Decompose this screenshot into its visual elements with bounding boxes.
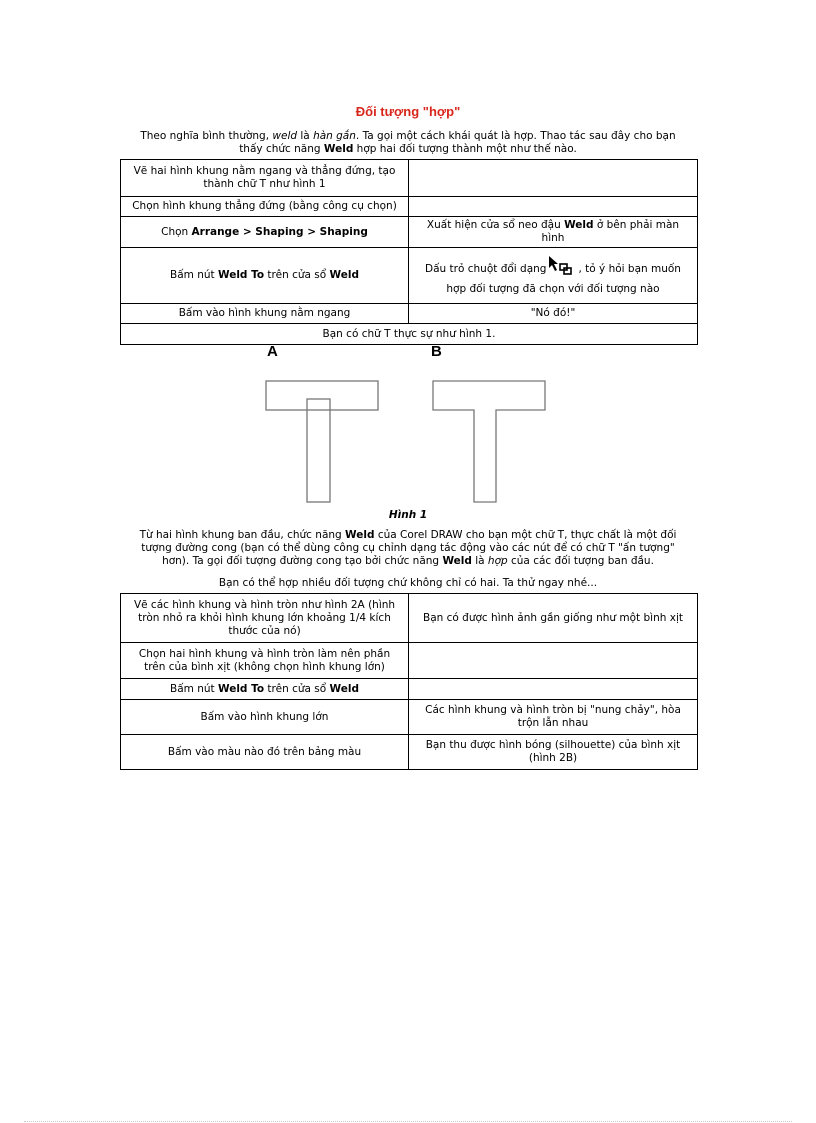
step-cell: Vẽ các hình khung và hình tròn như hình 2A (hình tròn nhỏ ra khỏi hình khung lớn khoảng 1/4 kích thước của nó) [121, 594, 409, 643]
result-cell: Các hình khung và hình tròn bị "nung chảy", hòa trộn lẫn nhau [409, 700, 698, 735]
shape-b-welded-t [433, 381, 545, 502]
result-cell: Bạn thu được hình bóng (silhouette) của bình xịt (hình 2B) [409, 735, 698, 770]
spray-bottle-steps-table [120, 593, 698, 770]
table-row [121, 679, 698, 700]
table-row [121, 700, 698, 735]
weld-explanation-paragraph: Từ hai hình khung ban đầu, chức năng Weld của Corel DRAW cho bạn một chữ T, thực chất là một đối tượng đường cong (bạn có thể dùng công cụ chỉnh dạng tác động vào các nút để có chữ T "ấn tượng" hơn). Ta gọi đối tượng đường cong tạo bởi chức năng Weld là hợp của các đối tượng ban đầu. [139, 529, 677, 567]
step-cell: Bấm nút Weld To trên cửa sổ Weld [121, 679, 409, 700]
step-cell: Bấm vào hình khung lớn [121, 700, 409, 735]
figure-1-illustration [255, 338, 555, 510]
table-row [121, 643, 698, 679]
table-row [121, 197, 698, 217]
result-cell [409, 643, 698, 679]
result-cell: "Nó đó!" [409, 304, 698, 324]
shape-a-overlapping-rectangles [266, 381, 378, 502]
table-row [121, 160, 698, 197]
intro-paragraph: Theo nghĩa bình thường, weld là hàn gắn. Ta gọi một cách khái quát là hợp. Thao tác sau đây cho bạn thấy chức năng Weld hợp hai đối tượng thành một như thế nào. [140, 130, 676, 155]
step-cell: Vẽ hai hình khung nằm ngang và thẳng đứng, tạo thành chữ T như hình 1 [121, 160, 409, 197]
table-row [121, 217, 698, 248]
weld-steps-table [120, 159, 698, 345]
figure-caption: Hình 1 [388, 509, 428, 521]
table-row [121, 304, 698, 324]
step-cell: Bấm nút Weld To trên cửa sổ Weld [121, 248, 409, 304]
result-cell: Xuất hiện cửa sổ neo đậu Weld ở bên phải màn hình [409, 217, 698, 248]
multi-weld-paragraph: Bạn có thể hợp nhiều đối tượng chứ không chỉ có hai. Ta thử ngay nhé... [218, 577, 598, 589]
step-cell: Chọn hai hình khung và hình tròn làm nên phần trên của bình xịt (không chọn hình khung lớn) [121, 643, 409, 679]
figure-label-b: B [431, 343, 442, 360]
weld-cursor-icon [548, 255, 576, 283]
step-cell: Bấm vào màu nào đó trên bảng màu [121, 735, 409, 770]
figure-label-a: A [267, 343, 278, 360]
result-cell: Bạn có được hình ảnh gần giống như một bình xịt [409, 594, 698, 643]
step-cell: Chọn Arrange > Shaping > Shaping [121, 217, 409, 248]
step-cell: Chọn hình khung thẳng đứng (bằng công cụ chọn) [121, 197, 409, 217]
table-row [121, 248, 698, 304]
summary-cell: Bạn có chữ T thực sự như hình 1. [121, 324, 698, 345]
table-row [121, 594, 698, 643]
result-cell: Dấu trỏ chuột đổi dạng , tỏ ý hỏi bạn muốn hợp đối tượng đã chọn với đối tượng nào [409, 248, 698, 304]
result-cell [409, 679, 698, 700]
result-cell [409, 160, 698, 197]
step-cell: Bấm vào hình khung nằm ngang [121, 304, 409, 324]
result-cell [409, 197, 698, 217]
page-bottom-rule [24, 1121, 792, 1122]
table-row [121, 735, 698, 770]
page-title: Đối tượng "hợp" [355, 104, 461, 119]
